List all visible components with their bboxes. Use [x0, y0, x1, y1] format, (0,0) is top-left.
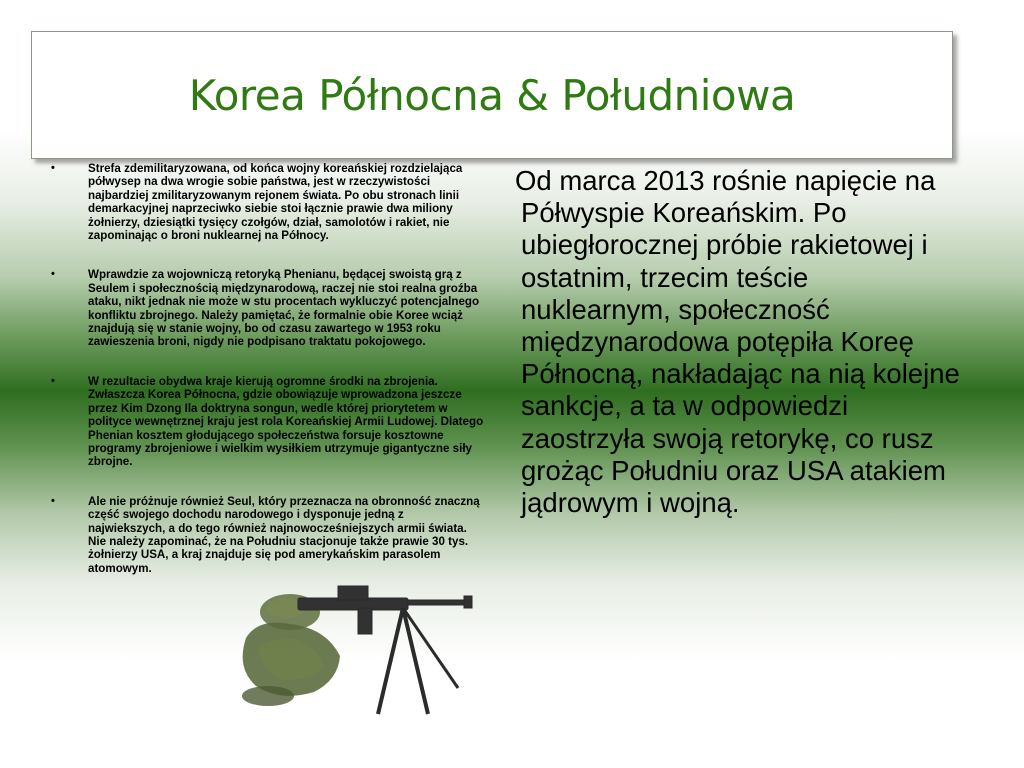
bullet-text: Wprawdzie za wojowniczą retoryką Phenianu, będącej swoistą grą z Seulem i społecznością międzynarodową, raczej nie stoi realna groźba ataku, nikt jednak nie może w stu procentach wykluczyć potencjalnego konfliktu zbrojnego. Należy pamiętać, że formalnie obie Koree wciąż znajdują się w stanie wojny, bo od czasu zawartego w 1953 roku zawieszenia broni, nigdy nie podpisano traktatu pokojowego.: [88, 268, 480, 349]
bullet-text: Ale nie próżnuje również Seul, który przeznacza na obronność znaczną część swojego dochodu narodowego i dysponuje jedną z najwiekszych, a do tego również najnowocześniejszych armii świata. Nie należy zapominać, że na Południu stacjonuje także prawie 30 tys. żołnierzy USA, a kraj znajduje się pod amerykańskim parasolem atomowym.: [88, 494, 480, 575]
bullet-icon: •: [51, 374, 55, 387]
list-item: [48, 162, 484, 242]
slide-title: Korea Północna & Południowa: [188, 70, 796, 120]
list-item: [48, 495, 484, 575]
bullet-icon: •: [51, 268, 55, 281]
soldier-shape: [242, 594, 340, 706]
bullet-list: [48, 162, 484, 601]
soldier-machine-gun-icon: [228, 568, 476, 718]
title-box: [31, 31, 953, 159]
bullet-icon: •: [51, 494, 55, 507]
list-item: [48, 268, 484, 348]
bullet-text: Strefa zdemilitaryzowana, od końca wojny koreańskiej rozdzielająca półwysep na dwa wrogie sobie państwa, jest w rzeczywistości najbardziej zmilitaryzowanym rejonem świata. Po obu stronach linii demarkacyjnej naprzeciwko siebie stoi łącznie prawie dwa miliony żołnierzy, dziesiątki tysięcy czołgów, dział, samolotów i rakiet, nie zapominając o broni nuklearnej na Północy.: [88, 162, 463, 243]
list-item: [48, 375, 484, 469]
bullet-icon: •: [51, 162, 55, 174]
right-paragraph: Od marca 2013 rośnie napięcie na Półwyspie Koreańskim. Po ubiegłorocznej próbie rakietowej i ostatnim, trzecim teście nuklearnym, społeczność międzynarodowa potępiła Koreę Północną, nakładając na nią kolejne sankcje, a ta w odpowiedzi zaostrzyła swoją retorykę, co rusz grożąc Południu oraz USA atakiem jądrowym i wojną.: [515, 165, 960, 519]
bullet-text: W rezultacie obydwa kraje kierują ogromne środki na zbrojenia. Zwłaszcza Korea Północna, gdzie obowiązuje wprowadzona jeszcze przez Kim Dzong Ila doktryna songun, wedle której priorytetem w polityce wewnętrznej kraju jest rola Koreańskiej Armii Ludowej. Dlatego Phenian kosztem głodującego społeczeństwa forsuje kosztowne programy zbrojeniowe i wielkim wysiłkiem utrzymuje gigantyczne siły zbrojne.: [88, 374, 484, 469]
